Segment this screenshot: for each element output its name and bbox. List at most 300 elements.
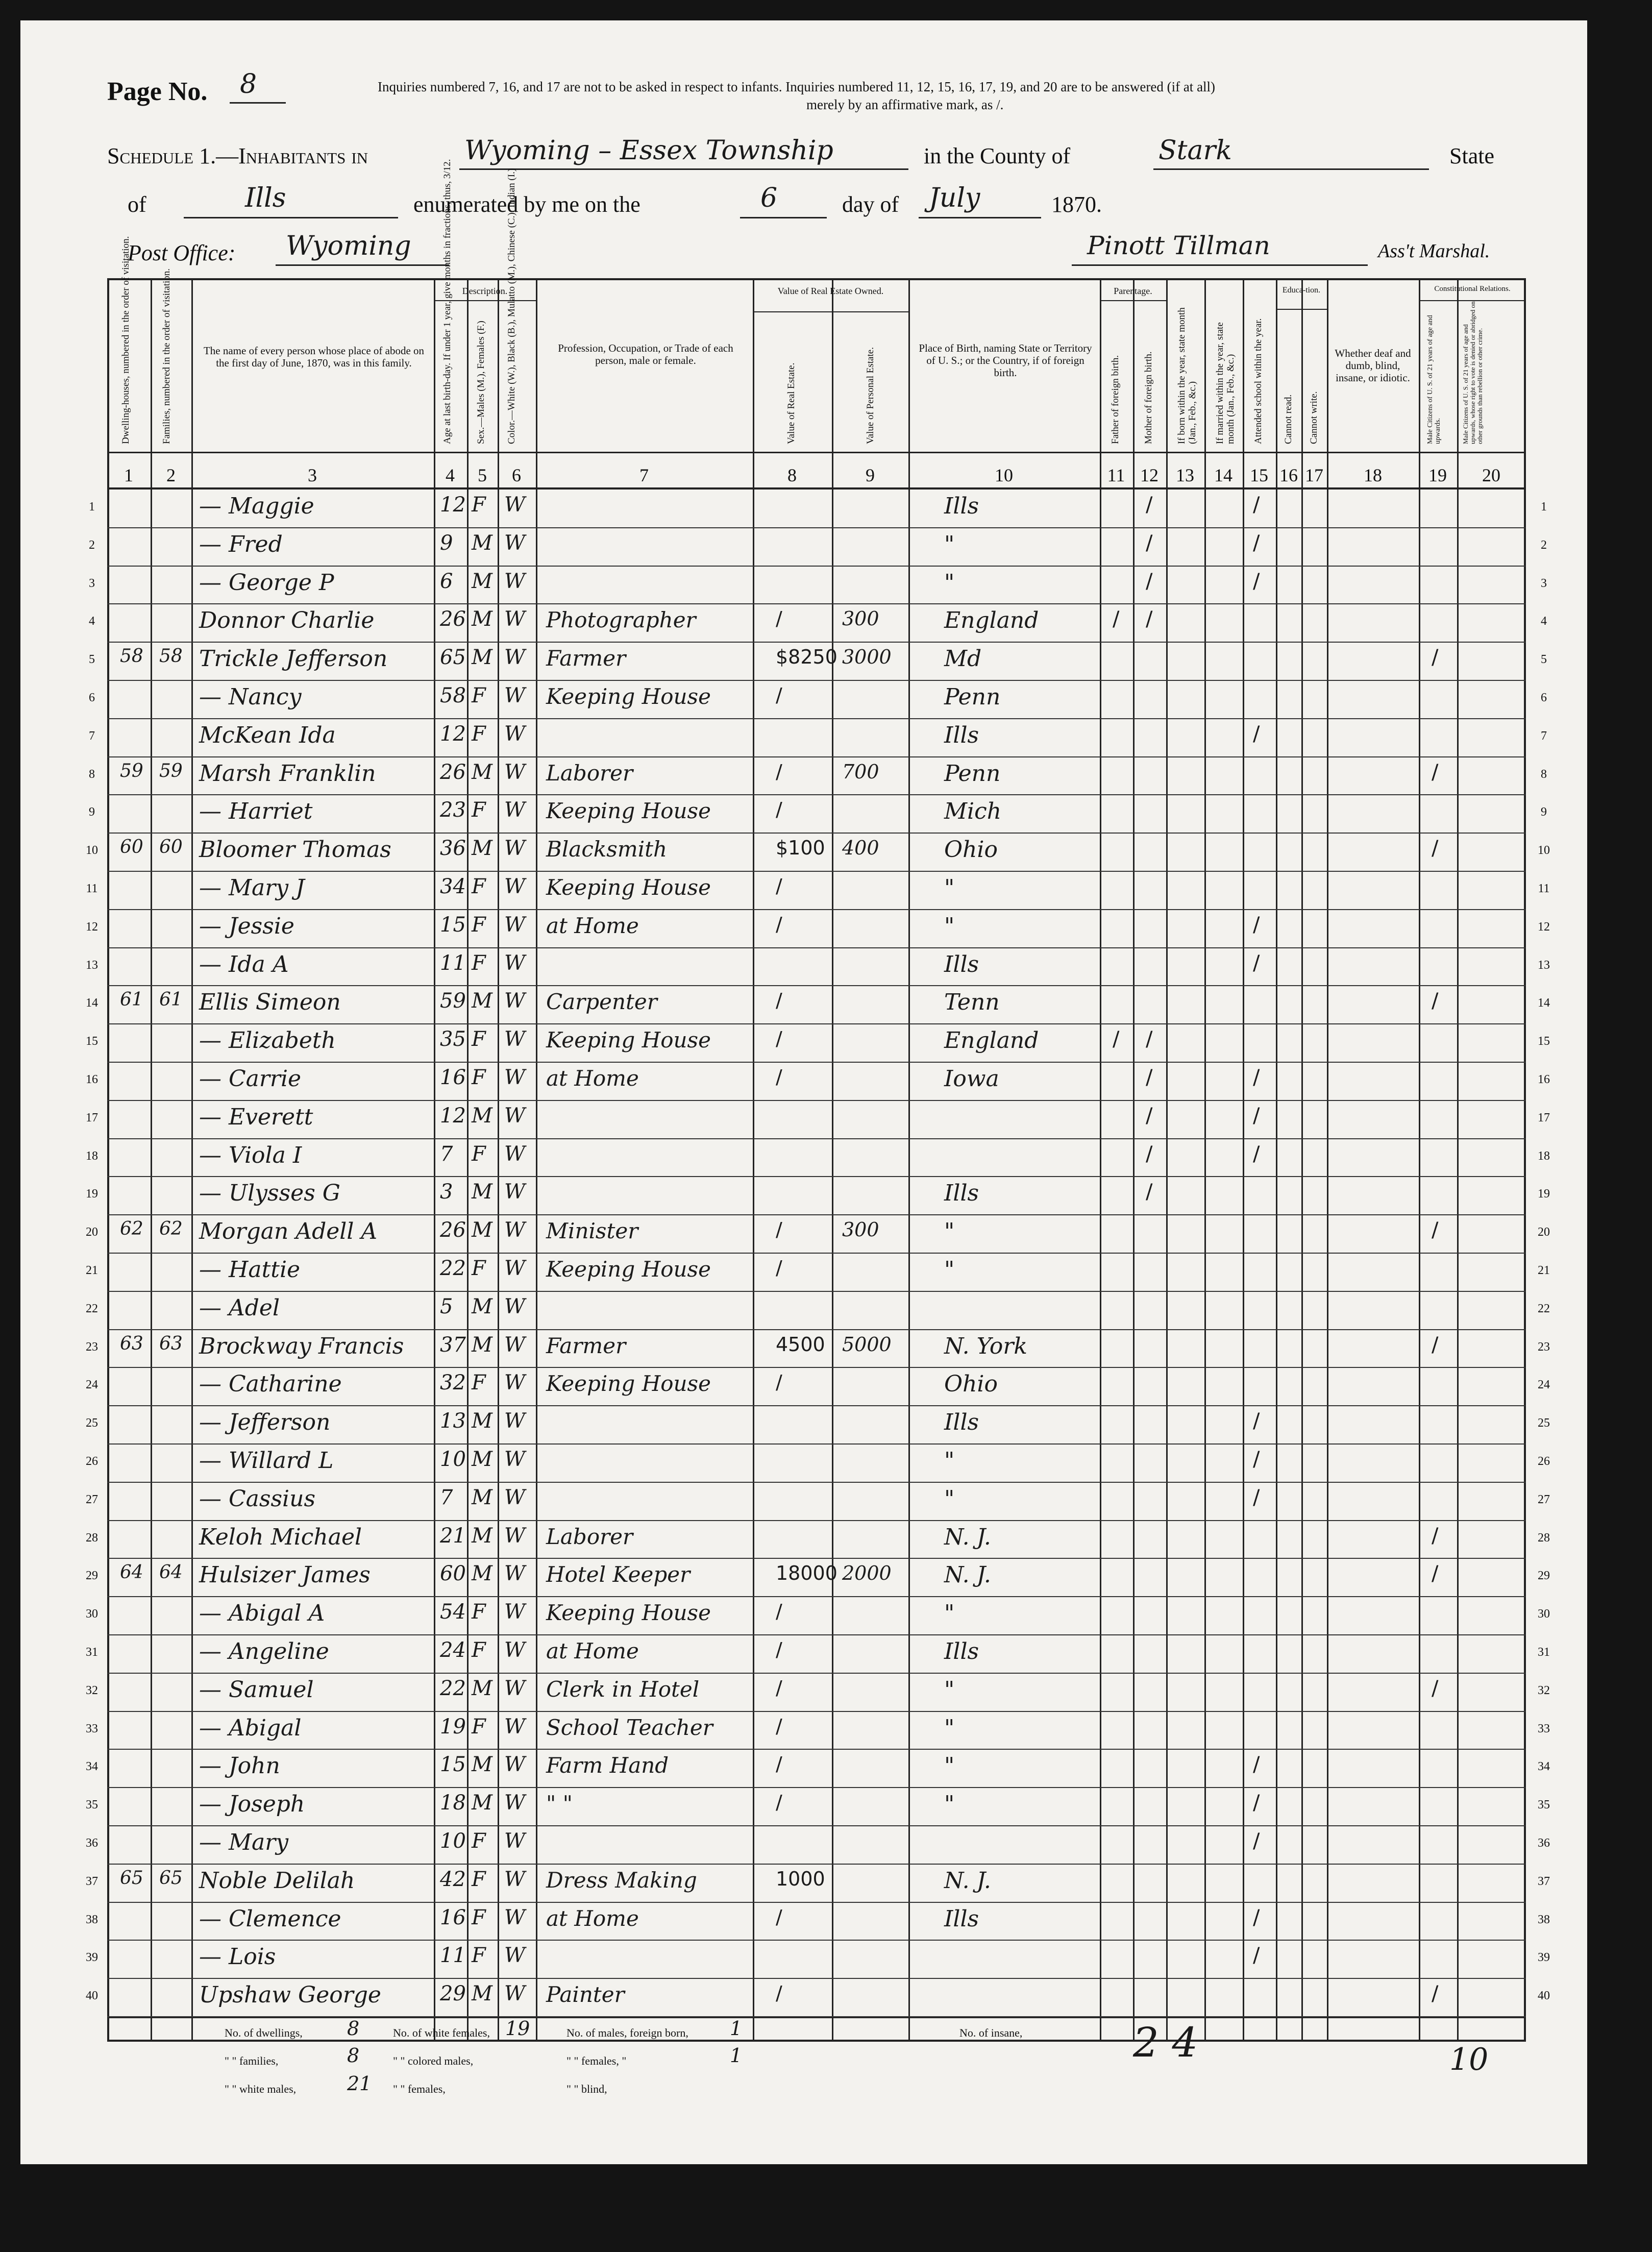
- sex-cell: F: [472, 1066, 486, 1089]
- row-divider: [107, 642, 1526, 643]
- sex-cell: M: [472, 1104, 492, 1128]
- row-number: 37: [86, 1874, 98, 1888]
- color-cell: W: [504, 951, 526, 975]
- color-cell: W: [504, 1753, 526, 1777]
- citizen-cell: /: [1432, 1562, 1439, 1586]
- row-divider: [107, 1253, 1526, 1254]
- color-cell: W: [504, 1791, 526, 1815]
- col-cannot-write-header: Cannot write.: [1309, 391, 1319, 444]
- row-number: 38: [86, 1913, 98, 1926]
- name-cell: — Elizabeth: [199, 1027, 336, 1054]
- birthplace-cell: Ohio: [944, 837, 998, 863]
- sex-cell: M: [472, 1485, 492, 1509]
- county-name: Stark: [1158, 135, 1232, 166]
- color-cell: W: [504, 837, 526, 861]
- color-cell: W: [504, 798, 526, 822]
- column-number: 15: [1250, 465, 1268, 485]
- age-cell: 12: [440, 722, 466, 746]
- col-age-header: Age at last birth-day. If under 1 year, give months in fractions, thus, 3/12.: [442, 159, 453, 444]
- personal-estate-cell: 5000: [842, 1333, 892, 1356]
- row-number: 7: [1541, 729, 1547, 743]
- name-cell: — Clemence: [199, 1905, 341, 1932]
- citizen-cell: /: [1432, 760, 1439, 784]
- name-cell: Upshaw George: [199, 1982, 381, 2009]
- family-number-cell: 65: [159, 1867, 183, 1889]
- occupation-cell: Keeping House: [546, 1027, 711, 1053]
- county-label: in the County of: [924, 143, 1071, 168]
- row-number: 8: [1541, 767, 1547, 781]
- color-cell: W: [504, 607, 526, 631]
- name-cell: — Jessie: [199, 913, 294, 939]
- citizen-cell: /: [1432, 1676, 1439, 1700]
- row-number: 1: [89, 500, 95, 513]
- row-divider: [107, 527, 1526, 528]
- sex-cell: M: [472, 1294, 492, 1318]
- occupation-cell: Clerk in Hotel: [546, 1676, 700, 1702]
- age-cell: 58: [440, 684, 466, 707]
- row-divider: [107, 1596, 1526, 1597]
- father-foreign-cell: /: [1113, 1027, 1120, 1051]
- sex-cell: M: [472, 1409, 492, 1433]
- enumeration-day: 6: [760, 183, 778, 213]
- age-cell: 15: [440, 913, 466, 937]
- personal-estate-cell: 300: [842, 607, 879, 630]
- column-number: 18: [1364, 465, 1382, 485]
- color-cell: W: [504, 1409, 526, 1433]
- age-cell: 24: [440, 1638, 466, 1662]
- sex-cell: M: [472, 989, 492, 1013]
- row-number: 35: [1538, 1798, 1550, 1812]
- color-cell: W: [504, 989, 526, 1013]
- age-cell: 16: [440, 1066, 466, 1089]
- family-number-cell: 62: [159, 1218, 183, 1240]
- row-number: 12: [1538, 920, 1550, 934]
- sex-cell: F: [472, 913, 486, 937]
- real-estate-cell: /: [776, 1638, 782, 1661]
- col-occupation-header: Profession, Occupation, or Trade of each person, male or female.: [558, 342, 733, 366]
- birthplace-cell: England: [944, 607, 1039, 634]
- row-number: 5: [1541, 653, 1547, 667]
- row-divider: [107, 1100, 1526, 1101]
- birthplace-cell: ": [944, 1257, 955, 1283]
- row-number: 9: [89, 805, 95, 819]
- sex-cell: M: [472, 1180, 492, 1204]
- row-divider: [107, 1940, 1526, 1941]
- mother-foreign-cell: /: [1146, 1104, 1153, 1128]
- sex-cell: M: [472, 1791, 492, 1815]
- personal-estate-cell: 2000: [842, 1562, 892, 1585]
- schedule-label: Schedule 1.—Inhabitants in: [107, 143, 368, 168]
- column-number: 4: [446, 465, 455, 485]
- column-number: 6: [512, 465, 521, 485]
- row-number: 18: [1538, 1149, 1550, 1163]
- sex-cell: M: [472, 1753, 492, 1777]
- sex-cell: F: [472, 1905, 486, 1929]
- name-cell: — Harriet: [199, 798, 313, 825]
- age-cell: 10: [440, 1829, 466, 1853]
- age-cell: 5: [440, 1294, 453, 1318]
- row-divider: [107, 1634, 1526, 1635]
- father-foreign-cell: /: [1113, 607, 1120, 631]
- parentage-tally: 2 4: [1133, 2019, 1198, 2066]
- row-number: 22: [86, 1302, 98, 1315]
- row-number: 23: [1538, 1340, 1550, 1354]
- age-cell: 3: [440, 1180, 453, 1204]
- name-cell: — Mary J: [199, 875, 305, 901]
- row-number: 4: [89, 615, 95, 628]
- row-number: 36: [1538, 1837, 1550, 1850]
- citizen-cell: /: [1432, 989, 1439, 1013]
- real-estate-cell: /: [776, 1257, 782, 1279]
- column-number: 5: [478, 465, 487, 485]
- marshal-label: Ass't Marshal.: [1378, 240, 1490, 262]
- row-number: 1: [1541, 500, 1547, 513]
- real-estate-cell: $100: [776, 837, 825, 860]
- white-males-count: 21: [347, 2072, 372, 2095]
- birthplace-cell: ": [944, 1485, 955, 1512]
- name-cell: — Hattie: [199, 1257, 301, 1283]
- age-cell: 7: [440, 1142, 453, 1166]
- row-number: 28: [1538, 1531, 1550, 1545]
- occupation-cell: Minister: [546, 1218, 638, 1244]
- mother-foreign-cell: /: [1146, 1142, 1153, 1166]
- row-number: 13: [1538, 958, 1550, 972]
- column-number: 1: [124, 465, 133, 485]
- col-cannot-read-header: Cannot read.: [1283, 394, 1294, 444]
- row-number: 2: [1541, 538, 1547, 552]
- real-estate-cell: /: [776, 1371, 782, 1394]
- row-number: 24: [86, 1378, 98, 1392]
- row-number: 26: [1538, 1455, 1550, 1468]
- row-divider: [107, 1558, 1526, 1559]
- col-dwelling-header: Dwelling-houses, numbered in the order of visitation.: [120, 236, 131, 444]
- row-divider: [107, 1749, 1526, 1750]
- birthplace-cell: ": [944, 1676, 955, 1703]
- row-divider: [107, 1405, 1526, 1406]
- citizen-cell: /: [1432, 1218, 1439, 1242]
- mother-foreign-cell: /: [1146, 493, 1153, 517]
- color-cell: W: [504, 1485, 526, 1509]
- real-estate-cell: /: [776, 1753, 782, 1776]
- day-of-label: day of: [842, 192, 899, 217]
- page-number: 8: [240, 69, 257, 100]
- school-cell: /: [1253, 722, 1260, 746]
- row-divider: [107, 1062, 1526, 1063]
- name-cell: — Fred: [199, 531, 283, 557]
- row-number: 27: [1538, 1492, 1550, 1506]
- foreign-males-count: 1: [730, 2017, 743, 2040]
- sex-cell: M: [472, 1524, 492, 1548]
- name-cell: — Ulysses G: [199, 1180, 340, 1207]
- col-born-in-year-header: If born within the year, state month (Jan., Feb., &c.): [1176, 307, 1198, 444]
- color-cell: W: [504, 1867, 526, 1891]
- birthplace-cell: N. J.: [944, 1562, 991, 1588]
- dwelling-number-cell: 63: [120, 1333, 143, 1354]
- row-number: 30: [1538, 1607, 1550, 1621]
- real-estate-cell: /: [776, 1982, 782, 2005]
- row-number: 8: [89, 767, 95, 781]
- row-number: 14: [1538, 996, 1550, 1010]
- sex-cell: F: [472, 1867, 486, 1891]
- occupation-cell: Photographer: [546, 607, 696, 633]
- family-number-cell: 61: [159, 989, 183, 1011]
- color-cell: W: [504, 493, 526, 517]
- sex-cell: F: [472, 722, 486, 746]
- birthplace-cell: Ills: [944, 1409, 979, 1436]
- school-cell: /: [1253, 1104, 1260, 1128]
- birthplace-cell: Md: [944, 646, 982, 672]
- real-estate-cell: /: [776, 1600, 782, 1623]
- dwelling-number-cell: 60: [120, 837, 143, 858]
- marshal-signature: Pinott Tillman: [1087, 231, 1270, 260]
- color-cell: W: [504, 1905, 526, 1929]
- education-group-header: Educa-tion.: [1282, 286, 1321, 295]
- school-cell: /: [1253, 951, 1260, 975]
- occupation-cell: at Home: [546, 1638, 639, 1663]
- row-number: 11: [86, 882, 98, 895]
- sex-cell: M: [472, 760, 492, 784]
- family-number-cell: 64: [159, 1562, 183, 1583]
- color-cell: W: [504, 760, 526, 784]
- row-number: 39: [86, 1951, 98, 1965]
- row-divider: [107, 1978, 1526, 1979]
- occupation-cell: School Teacher: [546, 1715, 713, 1740]
- dwelling-number-cell: 62: [120, 1218, 143, 1240]
- real-estate-cell: /: [776, 1027, 782, 1050]
- occupation-cell: " ": [546, 1791, 573, 1817]
- school-cell: /: [1253, 1829, 1260, 1853]
- row-number: 9: [1541, 805, 1547, 819]
- name-cell: Brockway Francis: [199, 1333, 404, 1359]
- name-cell: — Cassius: [199, 1485, 316, 1512]
- sex-cell: F: [472, 684, 486, 707]
- post-office-name: Wyoming: [286, 231, 411, 261]
- name-cell: — Mary: [199, 1829, 289, 1855]
- column-number: 20: [1482, 465, 1500, 485]
- age-cell: 6: [440, 569, 453, 593]
- row-number: 12: [86, 920, 98, 934]
- occupation-cell: Keeping House: [546, 875, 711, 900]
- row-divider: [107, 1367, 1526, 1368]
- color-cell: W: [504, 1257, 526, 1280]
- sex-cell: F: [472, 493, 486, 517]
- row-number: 14: [86, 996, 98, 1010]
- state-name: Ills: [245, 183, 286, 213]
- occupation-cell: Blacksmith: [546, 837, 668, 862]
- row-divider: [107, 756, 1526, 757]
- post-office-label: Post Office:: [128, 240, 236, 265]
- color-cell: W: [504, 1829, 526, 1853]
- sex-cell: M: [472, 646, 492, 670]
- name-cell: — Abigal A: [199, 1600, 325, 1627]
- row-divider: [107, 1864, 1526, 1865]
- sex-cell: M: [472, 1448, 492, 1471]
- mother-foreign-cell: /: [1146, 531, 1153, 555]
- row-divider: [107, 1520, 1526, 1521]
- name-cell: — Catharine: [199, 1371, 342, 1398]
- column-number: 12: [1140, 465, 1158, 485]
- row-number: 16: [86, 1073, 98, 1086]
- row-number: 21: [1538, 1264, 1550, 1277]
- row-number: 26: [86, 1455, 98, 1468]
- row-number: 10: [86, 844, 98, 858]
- school-cell: /: [1253, 1448, 1260, 1471]
- color-cell: W: [504, 1104, 526, 1128]
- sex-cell: F: [472, 1142, 486, 1166]
- insane-label: No. of insane,: [959, 2026, 1023, 2039]
- real-estate-cell: /: [776, 1715, 782, 1737]
- birthplace-cell: Ills: [944, 1638, 979, 1664]
- birthplace-cell: Ills: [944, 722, 979, 748]
- row-number: 27: [86, 1492, 98, 1506]
- color-cell: W: [504, 569, 526, 593]
- occupation-cell: at Home: [546, 913, 639, 938]
- birthplace-cell: ": [944, 569, 955, 596]
- color-cell: W: [504, 1524, 526, 1548]
- colored-males-label: " " colored males,: [393, 2054, 474, 2067]
- birthplace-cell: N. York: [944, 1333, 1028, 1359]
- age-cell: 21: [440, 1524, 466, 1548]
- age-cell: 26: [440, 760, 466, 784]
- col-family-header: Families, numbered in the order of visitation.: [161, 268, 172, 444]
- age-cell: 54: [440, 1600, 466, 1624]
- row-number: 10: [1538, 844, 1550, 858]
- name-cell: — Joseph: [199, 1791, 305, 1818]
- row-number: 32: [86, 1683, 98, 1697]
- name-cell: Noble Delilah: [199, 1867, 355, 1894]
- age-cell: 9: [440, 531, 453, 555]
- row-number: 16: [1538, 1073, 1550, 1086]
- citizen-cell: /: [1432, 1982, 1439, 2006]
- age-cell: 60: [440, 1562, 466, 1586]
- citizen-cell: /: [1432, 1333, 1439, 1357]
- school-cell: /: [1253, 1485, 1260, 1509]
- family-number-cell: 63: [159, 1333, 183, 1354]
- row-divider: [107, 1329, 1526, 1330]
- color-cell: W: [504, 1027, 526, 1051]
- row-divider: [107, 985, 1526, 986]
- row-divider: [107, 1291, 1526, 1292]
- name-cell: Hulsizer James: [199, 1562, 371, 1588]
- family-number-cell: 58: [159, 646, 183, 667]
- real-estate-cell: /: [776, 875, 782, 897]
- name-cell: — Willard L: [199, 1448, 334, 1474]
- row-number: 6: [89, 691, 95, 704]
- color-cell: W: [504, 1448, 526, 1471]
- real-estate-cell: 1000: [776, 1867, 825, 1890]
- age-cell: 26: [440, 607, 466, 631]
- row-number: 40: [86, 1989, 98, 2003]
- real-estate-cell: /: [776, 1066, 782, 1088]
- foreign-males-label: No. of males, foreign born,: [566, 2026, 688, 2039]
- real-estate-cell: /: [776, 1676, 782, 1699]
- families-label: " " families,: [225, 2054, 279, 2067]
- row-number: 37: [1538, 1874, 1550, 1888]
- occupation-cell: Keeping House: [546, 1600, 711, 1626]
- birthplace-cell: ": [944, 1600, 955, 1627]
- age-cell: 32: [440, 1371, 466, 1395]
- name-cell: Marsh Franklin: [199, 760, 376, 787]
- occupation-cell: Dress Making: [546, 1867, 697, 1893]
- occupation-cell: Laborer: [546, 760, 633, 786]
- name-cell: — Abigal: [199, 1715, 302, 1741]
- name-cell: — Maggie: [199, 493, 314, 519]
- name-cell: McKean Ida: [199, 722, 336, 748]
- school-cell: /: [1253, 1944, 1260, 1968]
- sex-cell: F: [472, 1638, 486, 1662]
- birthplace-cell: Ills: [944, 1905, 979, 1932]
- column-number: 13: [1176, 465, 1194, 485]
- row-divider: [107, 1673, 1526, 1674]
- row-number: 7: [89, 729, 95, 743]
- name-cell: Bloomer Thomas: [199, 837, 391, 863]
- age-cell: 34: [440, 875, 466, 898]
- foreign-females-label: " " females, ": [566, 2054, 627, 2067]
- white-males-label: " " white males,: [225, 2083, 297, 2095]
- of-label: of: [128, 192, 146, 217]
- name-cell: Morgan Adell A: [199, 1218, 378, 1245]
- real-estate-cell: 18000: [776, 1562, 837, 1585]
- school-cell: /: [1253, 1409, 1260, 1433]
- sex-cell: M: [472, 837, 492, 861]
- birthplace-cell: ": [944, 531, 955, 557]
- col-school-header: Attended school within the year.: [1253, 318, 1264, 444]
- name-cell: — Angeline: [199, 1638, 329, 1664]
- color-cell: W: [504, 1333, 526, 1357]
- row-number: 17: [86, 1111, 98, 1124]
- white-females-count: 19: [505, 2017, 530, 2040]
- inquiries-note: Inquiries numbered 7, 16, and 17 are not to be asked in respect to infants. Inquiries numbered 11, 12, 15, 16, 17, 19, and 20 are to be answered (if at all): [378, 79, 1216, 94]
- birthplace-cell: ": [944, 1791, 955, 1818]
- constitutional-group-header: Constitutional Relations.: [1434, 285, 1511, 293]
- sex-cell: M: [472, 531, 492, 555]
- row-divider: [107, 871, 1526, 872]
- parentage-group-header: Parentage.: [1114, 286, 1152, 296]
- row-divider: [107, 603, 1526, 604]
- occupation-cell: Keeping House: [546, 1371, 711, 1397]
- mother-foreign-cell: /: [1146, 607, 1153, 631]
- real-estate-cell: /: [776, 913, 782, 936]
- row-divider: [107, 718, 1526, 719]
- column-number: 3: [308, 465, 317, 485]
- row-number: 15: [1538, 1035, 1550, 1048]
- birthplace-cell: England: [944, 1027, 1039, 1054]
- color-cell: W: [504, 531, 526, 555]
- row-number: 30: [86, 1607, 98, 1621]
- birthplace-cell: ": [944, 1448, 955, 1474]
- col-citizen-header: Male Citizens of U. S. of 21 years of age and upwards.: [1426, 315, 1442, 444]
- age-cell: 29: [440, 1982, 466, 2006]
- column-number: 2: [166, 465, 176, 485]
- age-cell: 12: [440, 1104, 466, 1128]
- real-estate-cell: /: [776, 1791, 782, 1814]
- occupation-cell: at Home: [546, 1066, 639, 1091]
- color-cell: W: [504, 722, 526, 746]
- place-name: Wyoming – Essex Township: [464, 135, 833, 166]
- col-married-in-year-header: If married within the year, state month (Jan., Feb., &c.): [1215, 322, 1236, 444]
- row-divider: [107, 909, 1526, 910]
- birthplace-cell: Penn: [944, 760, 1001, 787]
- row-number: 31: [86, 1646, 98, 1659]
- dwelling-number-cell: 64: [120, 1562, 143, 1583]
- citizen-cell: /: [1432, 646, 1439, 670]
- personal-estate-cell: 700: [842, 760, 879, 783]
- name-cell: — George P: [199, 569, 334, 596]
- sex-cell: M: [472, 1676, 492, 1700]
- birthplace-cell: Penn: [944, 684, 1001, 710]
- color-cell: W: [504, 1294, 526, 1318]
- age-cell: 11: [440, 951, 466, 975]
